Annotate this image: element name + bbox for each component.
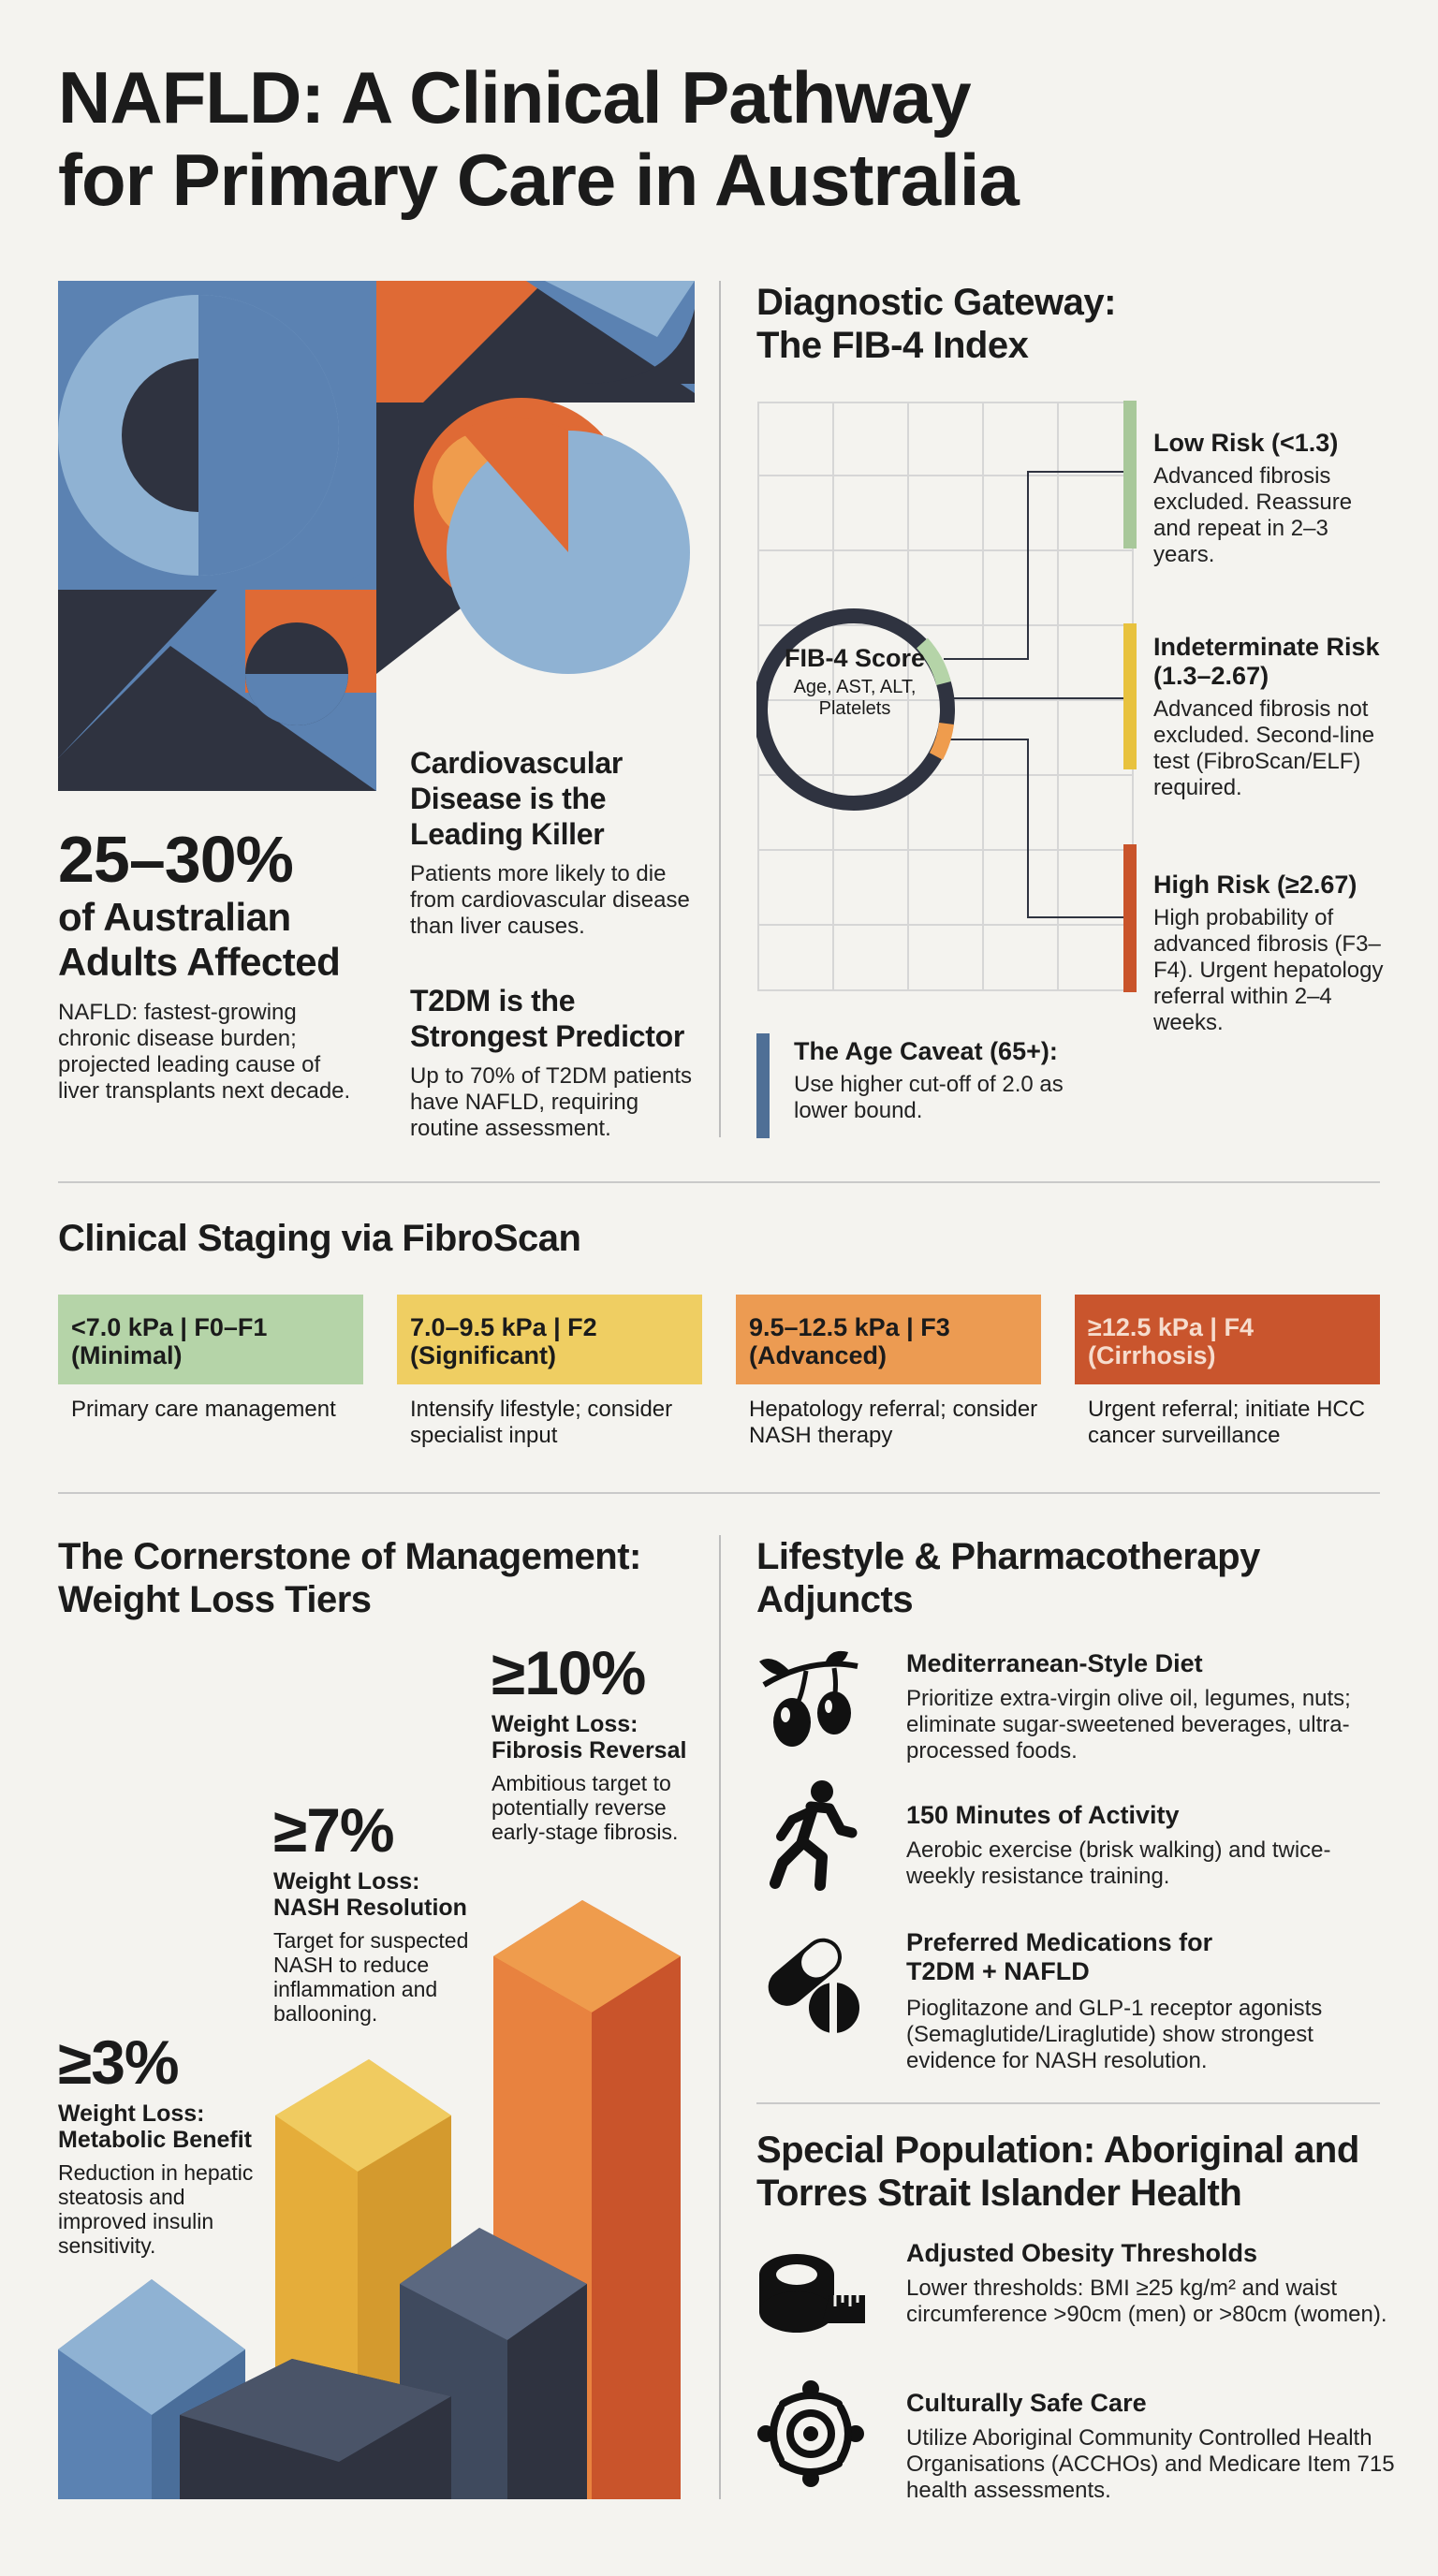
olive-branch-icon bbox=[755, 1647, 867, 1760]
stage-f2-desc: Intensify lifestyle; consider specialist input bbox=[410, 1397, 673, 1448]
medications-item bbox=[906, 1928, 1393, 2074]
stage-f4-desc: Urgent referral; initiate HCC cancer surveillance bbox=[1088, 1397, 1366, 1448]
prevalence-sub-1: of Australian bbox=[58, 895, 291, 939]
stage-f3-desc: Hepatology referral; consider NASH therapy bbox=[749, 1397, 1038, 1448]
column-divider-bottom bbox=[719, 1535, 721, 2499]
lifestyle-title-line-1: Lifestyle & Pharmacotherapy bbox=[756, 1536, 1260, 1577]
diet-item bbox=[906, 1649, 1393, 1764]
fib4-title bbox=[756, 281, 1412, 367]
cardio-title: Cardiovascular Disease is the Leading Killer bbox=[410, 746, 624, 851]
activity-item bbox=[906, 1801, 1393, 1890]
indeterminate-risk-desc: Advanced fibrosis not excluded. Second-line test (FibroScan/ELF) required. bbox=[1153, 696, 1375, 800]
prevalence-block bbox=[58, 824, 414, 1105]
stage-f2-line1: 7.0–9.5 kPa | F2 bbox=[410, 1313, 597, 1341]
medications-title: Preferred Medications for T2DM + NAFLD bbox=[906, 1928, 1213, 1985]
low-risk-bar bbox=[1123, 401, 1137, 549]
high-risk-title: High Risk (≥2.67) bbox=[1153, 871, 1357, 899]
fib4-ring-sub: Age, AST, ALT, Platelets bbox=[793, 677, 917, 719]
activity-desc: Aerobic exercise (brisk walking) and twice-weekly resistance training. bbox=[906, 1837, 1331, 1889]
thresholds-item bbox=[906, 2239, 1393, 2328]
weight-title-line-1: The Cornerstone of Management: bbox=[58, 1536, 641, 1577]
section-divider-2 bbox=[58, 1492, 1380, 1494]
t2dm-desc: Up to 70% of T2DM patients have NAFLD, requiring routine assessment. bbox=[410, 1063, 693, 1141]
thresholds-desc: Lower thresholds: BMI ≥25 kg/m² and waist circumference >90cm (men) or >80cm (women). bbox=[906, 2276, 1387, 2327]
tape-measure-icon bbox=[755, 2237, 867, 2349]
weight-title-line-2: Weight Loss Tiers bbox=[58, 1579, 372, 1620]
tier-3-block bbox=[58, 2029, 283, 2258]
cardio-desc: Patients more likely to die from cardiovascular disease than liver causes. bbox=[410, 861, 690, 939]
stage-f4-line1: ≥12.5 kPa | F4 bbox=[1088, 1313, 1254, 1341]
column-divider-top bbox=[719, 281, 721, 1137]
high-risk-block bbox=[1153, 871, 1416, 1036]
age-caveat-bar bbox=[756, 1033, 770, 1138]
indeterminate-risk-bar bbox=[1123, 623, 1137, 769]
tier-7-label-2: NASH Resolution bbox=[273, 1895, 467, 1921]
stage-box-f2 bbox=[397, 1295, 702, 1384]
prevalence-desc: NAFLD: fastest-growing chronic disease burden; projected leading cause of liver transplants next decade. bbox=[58, 1000, 351, 1104]
stage-f0-f1-line2: (Minimal) bbox=[71, 1341, 183, 1369]
lifestyle-title bbox=[756, 1535, 1412, 1621]
activity-title: 150 Minutes of Activity bbox=[906, 1801, 1180, 1829]
weight-title bbox=[58, 1535, 713, 1621]
tier-10-block bbox=[492, 1640, 707, 1844]
cardio-block bbox=[410, 745, 710, 940]
tier-7-desc: Target for suspected NASH to reduce inflammation and ballooning. bbox=[273, 1928, 469, 2026]
tier-10-desc: Ambitious target to potentially reverse early-stage fibrosis. bbox=[492, 1771, 679, 1844]
stage-f2-line2: (Significant) bbox=[410, 1341, 556, 1369]
tier-10-label-2: Fibrosis Reversal bbox=[492, 1737, 687, 1764]
tier-3-label-2: Metabolic Benefit bbox=[58, 2127, 252, 2153]
high-risk-desc: High probability of advanced fibrosis (F3–F4). Urgent hepatology referral within 2–4 weeks. bbox=[1153, 905, 1384, 1035]
culturally-safe-desc: Utilize Aboriginal Community Controlled Health Organisations (ACCHOs) and Medicare Item 715 health assessments. bbox=[906, 2425, 1395, 2503]
fib4-ring-label bbox=[779, 644, 931, 720]
tier-7-label-1: Weight Loss: bbox=[273, 1868, 420, 1895]
prevalence-stat: 25–30% bbox=[58, 823, 293, 896]
tier-3-pct: ≥3% bbox=[58, 2027, 179, 2097]
diet-desc: Prioritize extra-virgin olive oil, legumes, nuts; eliminate sugar-sweetened beverages, ultra-processed foods. bbox=[906, 1686, 1351, 1764]
stage-f0-f1-desc: Primary care management bbox=[71, 1397, 336, 1422]
medications-desc: Pioglitazone and GLP-1 receptor agonists (Semaglutide/Liraglutide) show strongest evidence for NASH resolution. bbox=[906, 1996, 1323, 2073]
age-caveat-desc: Use higher cut-off of 2.0 as lower bound. bbox=[794, 1072, 1064, 1123]
stage-box-f4 bbox=[1075, 1295, 1380, 1384]
tier-7-block bbox=[273, 1797, 498, 2026]
thresholds-title: Adjusted Obesity Thresholds bbox=[906, 2239, 1258, 2267]
fib4-title-line-1: Diagnostic Gateway: bbox=[756, 282, 1116, 323]
lifestyle-title-line-2: Adjuncts bbox=[756, 1579, 914, 1620]
tier-3-label-1: Weight Loss: bbox=[58, 2100, 205, 2127]
prevalence-sub-2: Adults Affected bbox=[58, 940, 341, 984]
community-icon bbox=[755, 2378, 867, 2490]
stage-f4-line2: (Cirrhosis) bbox=[1088, 1341, 1216, 1369]
low-risk-block bbox=[1153, 429, 1406, 568]
diet-title: Mediterranean-Style Diet bbox=[906, 1649, 1203, 1677]
stage-f3-line1: 9.5–12.5 kPa | F3 bbox=[749, 1313, 950, 1341]
indeterminate-risk-title: Indeterminate Risk (1.3–2.67) bbox=[1153, 633, 1380, 690]
low-risk-title: Low Risk (<1.3) bbox=[1153, 429, 1339, 457]
stage-box-f0-f1 bbox=[58, 1295, 363, 1384]
tier-10-pct: ≥10% bbox=[492, 1638, 646, 1707]
tier-3-desc: Reduction in hepatic steatosis and improved insulin sensitivity. bbox=[58, 2160, 254, 2258]
section-divider-3 bbox=[756, 2102, 1380, 2104]
fib4-ring-title: FIB-4 Score bbox=[784, 644, 926, 672]
section-divider-1 bbox=[58, 1181, 1380, 1183]
fib4-title-line-2: The FIB-4 Index bbox=[756, 325, 1029, 366]
culturally-safe-title: Culturally Safe Care bbox=[906, 2389, 1147, 2417]
tier-10-label-1: Weight Loss: bbox=[492, 1711, 638, 1737]
abstract-liver-graphic bbox=[58, 281, 695, 791]
high-risk-bar bbox=[1123, 844, 1137, 992]
indeterminate-risk-block bbox=[1153, 633, 1416, 801]
low-risk-desc: Advanced fibrosis excluded. Reassure and repeat in 2–3 years. bbox=[1153, 463, 1353, 567]
culturally-safe-item bbox=[906, 2389, 1402, 2504]
t2dm-title: T2DM is the Strongest Predictor bbox=[410, 984, 685, 1053]
title-line-2: for Primary Care in Australia bbox=[58, 139, 1019, 221]
page-title bbox=[58, 56, 1181, 221]
special-title-line-2: Torres Strait Islander Health bbox=[756, 2173, 1242, 2214]
stage-box-f3 bbox=[736, 1295, 1041, 1384]
age-caveat-block bbox=[794, 1037, 1150, 1124]
stage-f3-line2: (Advanced) bbox=[749, 1341, 888, 1369]
special-title bbox=[756, 2129, 1431, 2215]
stage-f0-f1-line1: <7.0 kPa | F0–F1 bbox=[71, 1313, 268, 1341]
age-caveat-title: The Age Caveat (65+): bbox=[794, 1037, 1058, 1065]
t2dm-block bbox=[410, 983, 710, 1142]
walking-person-icon bbox=[755, 1778, 867, 1891]
staging-title: Clinical Staging via FibroScan bbox=[58, 1218, 581, 1259]
special-title-line-1: Special Population: Aboriginal and bbox=[756, 2130, 1359, 2171]
pills-icon bbox=[755, 1924, 867, 2036]
tier-7-pct: ≥7% bbox=[273, 1795, 394, 1865]
title-line-1: NAFLD: A Clinical Pathway bbox=[58, 56, 971, 139]
